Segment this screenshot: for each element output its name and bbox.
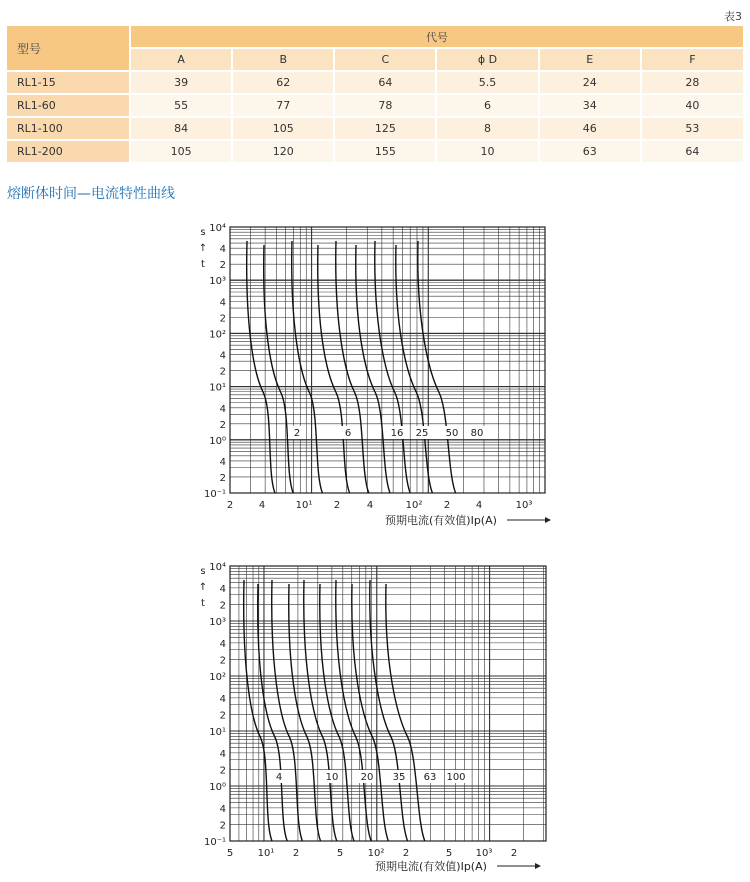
series-label: 2: [293, 428, 301, 439]
value-cell: 55: [130, 94, 232, 117]
column-header: E: [539, 48, 641, 71]
chart-frame: [230, 566, 546, 841]
y-tick-label: 10¹: [209, 382, 226, 394]
x-tick-label: 10²: [405, 500, 423, 511]
y-tick-label: 2: [219, 765, 226, 777]
x-tick-label: 4: [475, 500, 483, 511]
x-axis-arrowhead: [545, 517, 551, 523]
y-tick-label: 10³: [209, 617, 226, 628]
series-label: 6: [344, 428, 352, 439]
value-cell: 24: [539, 71, 641, 94]
series-label: 25: [415, 428, 429, 439]
y-axis-label-t: t: [201, 259, 205, 270]
value-cell: 105: [130, 140, 232, 162]
chart-2: [199, 562, 546, 873]
fuse-curve: [336, 241, 369, 493]
value-cell: 105: [232, 117, 334, 140]
x-tick-label: 10³: [515, 500, 533, 511]
y-tick-label: 10³: [209, 276, 226, 288]
y-tick-label: 4: [219, 748, 226, 760]
y-tick-label: 10²: [209, 329, 226, 341]
fuse-curve: [370, 580, 408, 841]
value-cell: 125: [334, 117, 436, 140]
y-tick-label: 4: [219, 297, 226, 309]
column-header: ϕ D: [436, 48, 538, 71]
x-tick-label: 5: [336, 848, 344, 859]
column-header: A: [130, 48, 232, 71]
series-label: 16: [390, 428, 404, 439]
x-tick-label: 2: [402, 848, 410, 859]
y-axis-arrow: ↑: [198, 243, 208, 254]
y-tick-label: 10⁻¹: [203, 837, 226, 848]
series-label: 63: [423, 772, 437, 783]
table-caption: 表3: [724, 10, 742, 23]
x-tick-label: 10¹: [295, 500, 313, 511]
series-label: 80: [470, 428, 484, 439]
y-axis-arrow: ↑: [198, 582, 208, 593]
model-cell: RL1-200: [7, 140, 130, 162]
y-tick-label: 4: [219, 403, 226, 415]
y-tick-label: 2: [219, 366, 226, 378]
series-label: 10: [325, 772, 339, 783]
y-tick-label: 10²: [209, 672, 226, 683]
y-tick-label: 2: [219, 260, 226, 272]
value-cell: 5.5: [436, 71, 538, 94]
y-tick-label: 4: [219, 638, 226, 650]
model-header: 型号: [7, 26, 130, 71]
y-tick-label: 2: [219, 820, 226, 832]
x-tick-label: 10¹: [257, 848, 275, 859]
series-label: 35: [392, 772, 406, 783]
model-cell: RL1-15: [7, 71, 130, 94]
value-cell: 34: [539, 94, 641, 117]
value-cell: 39: [130, 71, 232, 94]
y-axis-label-s: s: [200, 566, 206, 577]
y-tick-label: 10⁴: [209, 223, 226, 234]
x-tick-label: 5: [445, 848, 453, 859]
value-cell: 64: [641, 140, 743, 162]
x-tick-label: 2: [443, 500, 451, 511]
value-cell: 10: [436, 140, 538, 162]
series-label: 50: [445, 428, 459, 439]
column-header: B: [232, 48, 334, 71]
y-tick-label: 2: [219, 655, 226, 667]
model-cell: RL1-100: [7, 117, 130, 140]
y-tick-label: 2: [219, 472, 226, 484]
column-header: C: [334, 48, 436, 71]
y-tick-label: 2: [219, 313, 226, 325]
value-cell: 77: [232, 94, 334, 117]
value-cell: 64: [334, 71, 436, 94]
value-cell: 8: [436, 117, 538, 140]
x-tick-label: 2: [510, 848, 518, 859]
code-header: 代号: [130, 26, 743, 48]
value-cell: 120: [232, 140, 334, 162]
value-cell: 53: [641, 117, 743, 140]
y-tick-label: 4: [219, 583, 226, 595]
x-tick-label: 4: [366, 500, 374, 511]
chart-1: [199, 223, 551, 527]
value-cell: 84: [130, 117, 232, 140]
x-tick-label: 2: [226, 500, 234, 511]
fuse-curve: [375, 241, 410, 493]
y-tick-label: 10⁻¹: [203, 489, 226, 500]
fuse-curve: [247, 241, 275, 493]
value-cell: 62: [232, 71, 334, 94]
value-cell: 63: [539, 140, 641, 162]
x-axis-title: 预期电流(有效值)Ip(A): [385, 514, 497, 527]
section-title: 熔断体时间—电流特性曲线: [7, 186, 175, 202]
chart-frame: [230, 227, 545, 493]
y-tick-label: 2: [219, 419, 226, 431]
x-axis-title: 预期电流(有效值)Ip(A): [375, 860, 487, 873]
y-tick-label: 10⁴: [209, 562, 226, 573]
y-tick-label: 4: [219, 350, 226, 362]
x-tick-label: 10²: [367, 848, 385, 859]
y-tick-label: 4: [219, 693, 226, 705]
y-tick-label: 10⁰: [209, 782, 226, 793]
y-axis-label-s: s: [200, 227, 206, 238]
column-header: F: [641, 48, 743, 71]
value-cell: 155: [334, 140, 436, 162]
model-cell: RL1-60: [7, 94, 130, 117]
value-cell: 28: [641, 71, 743, 94]
x-tick-label: 5: [226, 848, 234, 859]
series-label: 20: [360, 772, 374, 783]
x-tick-label: 10³: [475, 848, 493, 859]
x-tick-label: 4: [258, 500, 266, 511]
y-tick-label: 4: [219, 244, 226, 256]
x-tick-label: 2: [292, 848, 300, 859]
y-tick-label: 2: [219, 600, 226, 612]
series-label: 4: [275, 772, 283, 783]
series-label: 100: [446, 772, 466, 783]
value-cell: 40: [641, 94, 743, 117]
x-axis-arrowhead: [535, 863, 541, 869]
fuse-curve: [415, 241, 456, 493]
y-tick-label: 10⁰: [209, 435, 226, 447]
y-tick-label: 2: [219, 710, 226, 722]
y-tick-label: 4: [219, 803, 226, 815]
value-cell: 6: [436, 94, 538, 117]
y-axis-label-t: t: [201, 598, 205, 609]
y-tick-label: 4: [219, 456, 226, 468]
value-cell: 78: [334, 94, 436, 117]
y-tick-label: 10¹: [209, 727, 226, 738]
x-tick-label: 2: [333, 500, 341, 511]
value-cell: 46: [539, 117, 641, 140]
